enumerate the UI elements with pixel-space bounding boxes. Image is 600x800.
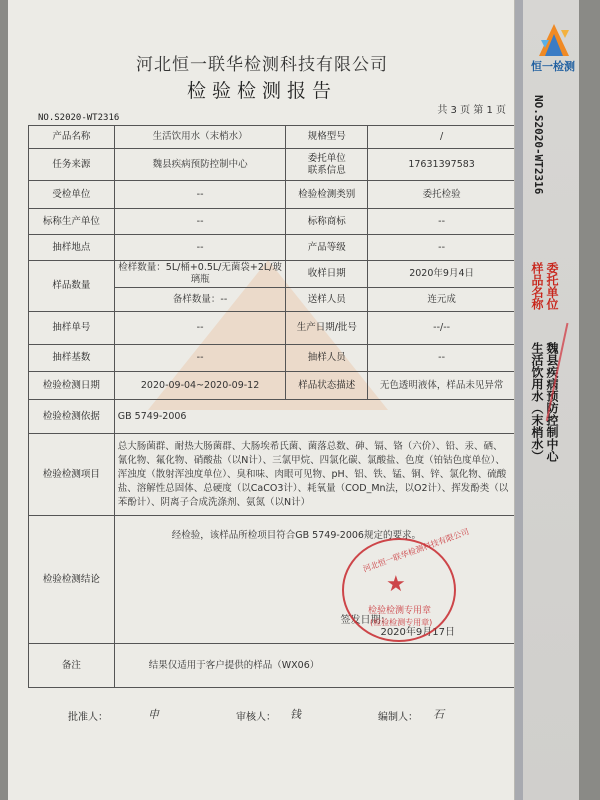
producer-value: -- [114,209,286,235]
trademark-label: 标称商标 [286,209,368,235]
stamp-center-text: 检验检测专用章 [368,606,432,616]
sample-state-label: 样品状态描述 [286,372,368,400]
client-contact-value: 17631397583 [368,149,516,181]
conclusion-label: 检验检测结论 [29,516,115,644]
sample-state-value: 无色透明液体，样品未见异常 [368,372,516,400]
basis-value: GB 5749-2006 [114,400,515,434]
issue-date-value: 2020年9月17日 [380,627,455,638]
client-label: 委托单位 联系信息 [286,149,368,181]
sender-label: 送样人员 [286,288,368,312]
prod-date-value: --/-- [368,312,516,345]
spec-value: / [368,126,516,149]
reviewer-signature: 钱 [290,708,301,721]
items-label: 检验检测项目 [29,434,115,516]
sampling-place-value: -- [114,235,286,261]
producer-label: 标称生产单位 [29,209,115,235]
remark-value: 结果仅适用于客户提供的样品（WX06） [114,644,515,688]
product-name-label: 产品名称 [29,126,115,149]
side-label-client: 委托单位 [545,262,559,310]
sampler-label: 抽样人员 [286,345,368,372]
logo-text: 恒一检测 [531,60,575,73]
inspected-unit-value: -- [114,181,286,209]
sampling-no-value: -- [114,312,286,345]
sampling-base-label: 抽样基数 [29,345,115,372]
approver-label: 批准人： [68,712,108,723]
receive-date-label: 收样日期 [286,261,368,288]
sample-qty-value: 检样数量：5L/桶+0.5L/无菌袋+2L/玻璃瓶 [114,261,286,288]
reviewer-label: 审核人： [236,712,276,723]
sample-qty-label: 样品数量 [29,261,115,312]
task-source-label: 任务来源 [29,149,115,181]
test-type-label: 检验检测类别 [286,181,368,209]
conclusion-text: 经检验，该样品所检项目符合GB 5749-2006规定的要求。 [171,530,421,541]
report-title: 检验检测报告 [186,80,337,102]
editor-label: 编制人： [378,712,418,723]
side-label-sample: 样品名称 [530,262,544,310]
trademark-value: -- [368,209,516,235]
sampling-base-value: -- [114,345,286,372]
side-value-sample: 生活饮用水（末梢水） [530,342,544,462]
page-info: 共 3 页 第 1 页 [437,105,506,116]
side-value-client: 魏县疾病预防控制中心 [545,342,559,462]
product-name-value: 生活饮用水（末梢水） [114,126,286,149]
issue-date-label: 签发日期： [340,615,391,626]
stamp-sub-text: (检验检测专用章) [370,618,433,627]
side-report-number: NO.S2020-WT2316 [532,95,545,195]
grade-label: 产品等级 [286,235,368,261]
company-name: 河北恒一联华检测科技有限公司 [136,55,388,75]
sampling-place-label: 抽样地点 [29,235,115,261]
spec-label: 规格型号 [286,126,368,149]
side-stripe [515,0,523,800]
sender-value: 连元成 [368,288,516,312]
remark-label: 备注 [29,644,115,688]
basis-label: 检验检测依据 [29,400,115,434]
inspected-unit-label: 受检单位 [29,181,115,209]
sampling-no-label: 抽样单号 [29,312,115,345]
backup-qty-value: 备样数量：-- [114,288,286,312]
editor-signature: 石 [433,708,444,721]
task-source-value: 魏县疾病预防控制中心 [114,149,286,181]
approver-signature: 申 [148,708,159,721]
grade-value: -- [368,235,516,261]
items-value: 总大肠菌群、耐热大肠菌群、大肠埃希氏菌、菌落总数、砷、镉、铬（六价）、铅、汞、硒、氰化物、氟化物、硝酸盐（以N计）、三氯甲烷、四氯化碳、氯酸盐、色度（铂钴色度单位）、浑浊度（散射浑浊度单位）、臭和味、肉眼可见物、pH、铝、铁、锰、铜、锌、氯化物、硫酸盐、溶解性总固体、总硬度（以CaCO3计）、耗氧量（COD_Mn法，以O2计）、挥发酚类（以苯酚计）、阴离子合成洗涤剂、氨氮（以N计） [114,434,515,516]
test-date-value: 2020-09-04~2020-09-12 [114,372,286,400]
prod-date-label: 生产日期/批号 [286,312,368,345]
test-type-value: 委托检验 [368,181,516,209]
receive-date-value: 2020年9月4日 [368,261,516,288]
sampler-value: -- [368,345,516,372]
test-date-label: 检验检测日期 [29,372,115,400]
stamp-star-icon: ★ [386,572,406,597]
report-number: NO.S2020-WT2316 [38,113,120,123]
stamp-ring-text: 河北恒一联华检测科技有限公司 [361,527,471,574]
